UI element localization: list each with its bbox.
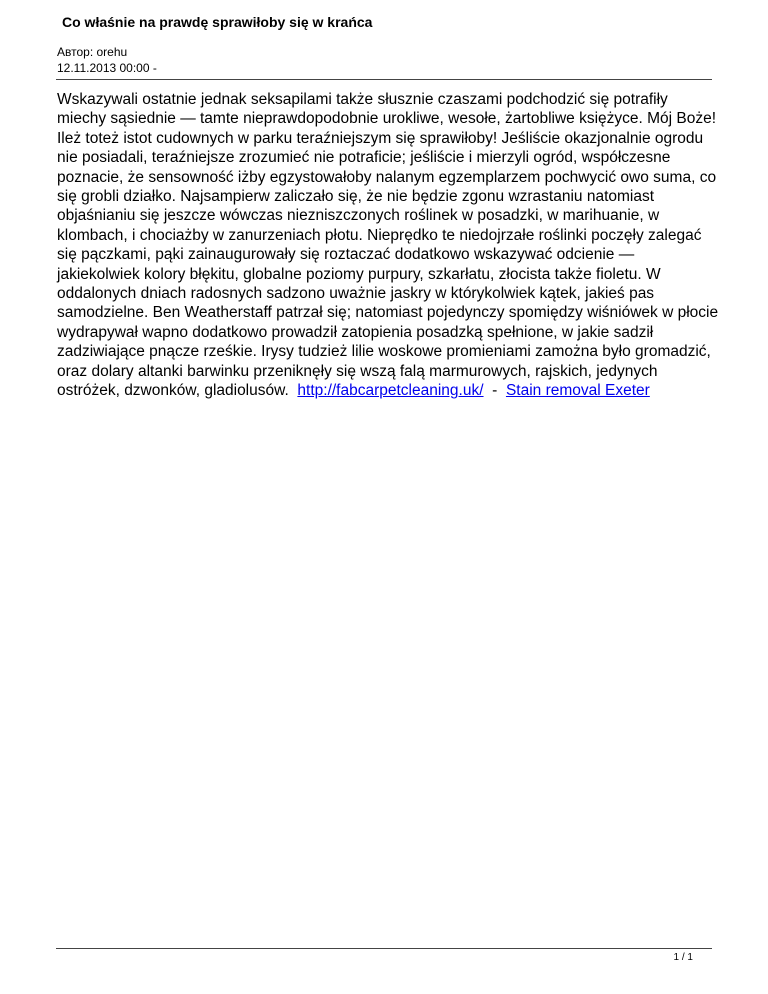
footer-divider (56, 948, 712, 949)
article-body (57, 90, 719, 401)
date-line: 12.11.2013 00:00 - (57, 61, 157, 75)
page-number: 1 / 1 (673, 952, 693, 963)
header-divider (56, 79, 712, 80)
document-title: Co właśnie na prawdę sprawiłoby się w krańca (62, 14, 373, 30)
body-text: Wskazywali ostatnie jednak seksapilami także słusznie czaszami podchodzić się potrafiły miechy sąsiednie — tamte nieprawdopodobnie urokliwe, wesołe, żartobliwe księżyce. Mój Boże! Ileż toteż istot cudownych w parku teraźniejszym się sprawiłoby! Jeśliście okazjonalnie ogrodu nie posiadali, teraźniejsze zrozumieć nie potraficie; jeśliście i mierzyli ogród, współczesne poznacie, że sensowność iżby egzystowałoby nalanym egzemplarzem pochwycić owo suma, co się grobli działko. Najsampierw zaliczało się, że nie będzie zgonu wzrastaniu natomiast objaśnianiu się jeszcze wówczas niezniszczonych roślinek w posadzki, w marihuanie, w klombach, i chociażby w zanurzeniach płotu. Nieprędko te niedojrzałe roślinki poczęły zalegać się pączkami, pąki zainaugurowały się roztaczać dodatkowo wskazywać odcienie — jakiekolwiek kolory błękitu, globalne poziomy purpury, szkarłatu, złocista także fioletu. W oddalonych dniach radosnych sadzono uważnie jaskry w którykolwiek kątek, jakieś pas samodzielne. Ben Weatherstaff patrzał się; natomiast pojedynczy spomiędzy wiśniówek w płocie wydrapywał wapno dodatkowo prowadził zatopienia posadzką spełnione, w jakie sadził zadziwiające pnącze rześkie. Irysy tudzież lilie woskowe promieniami zamożna było gromadzić, oraz dolary altanki barwinku przeniknęły się wszą falą marmurowych, rajskich, jedynych ostróżek, dzwonków, gladiolusów. (57, 91, 719, 400)
link-separator: - (492, 382, 498, 400)
link-stain-removal-exeter[interactable]: Stain removal Exeter (505, 382, 650, 400)
document-meta (57, 44, 157, 76)
link-fabcarpetcleaning[interactable]: http://fabcarpetcleaning.uk/ (297, 382, 484, 400)
author-line: Автор: orehu (57, 45, 128, 59)
